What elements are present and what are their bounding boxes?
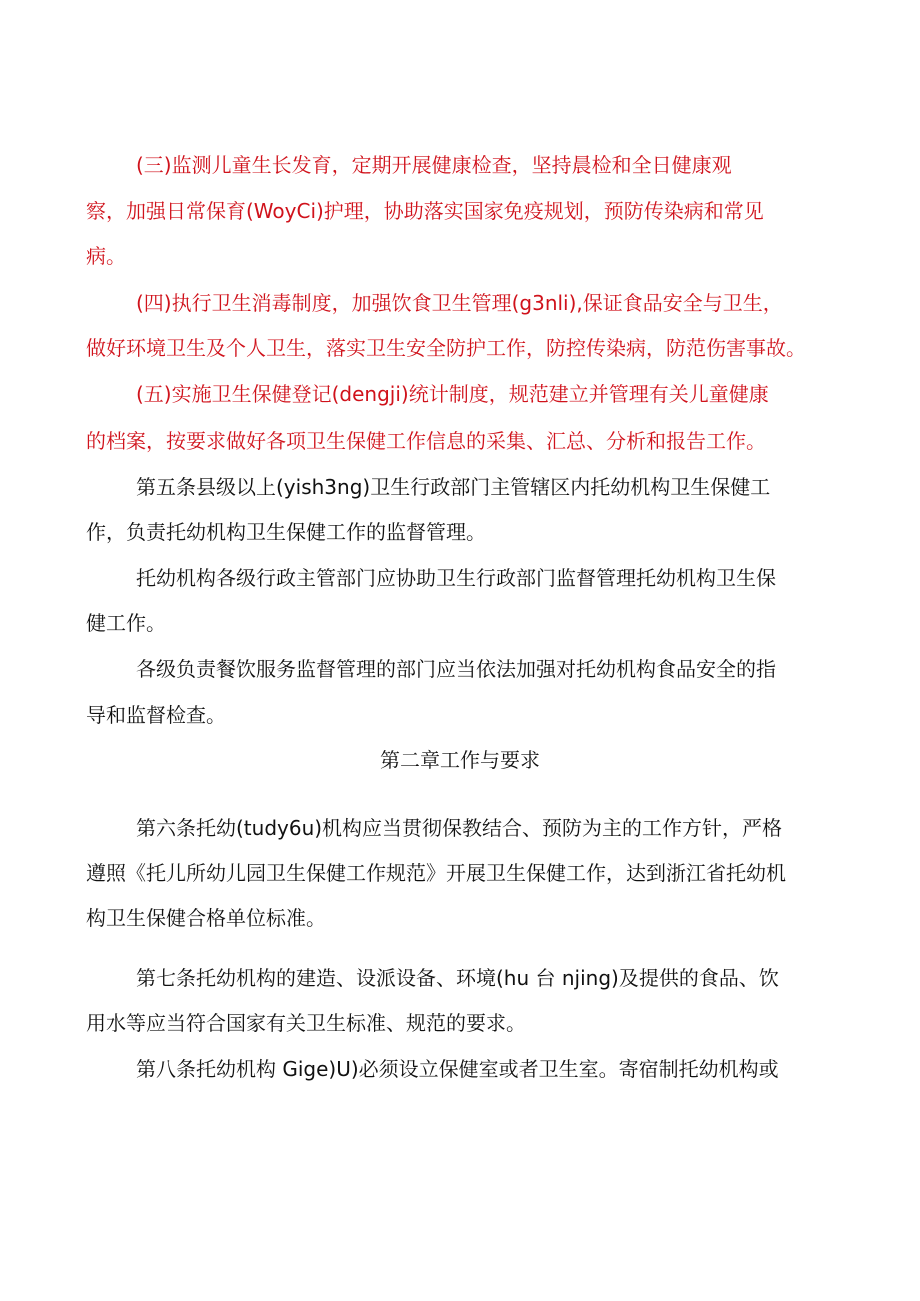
chapter-heading: 第二章工作与要求 (380, 748, 540, 772)
para-5-line-2: 的档案，按要求做好各项卫生保健工作信息的采集、汇总、分析和报告工作。 (86, 429, 766, 453)
article-5c-line-2: 导和监督检查。 (86, 703, 226, 727)
article-5b-line-1: 托幼机构各级行政主管部门应协助卫生行政部门监督管理托幼机构卫生保 (136, 566, 776, 590)
article-6-line-2: 遵照《托儿所幼儿园卫生保健工作规范》开展卫生保健工作，达到浙江省托幼机 (86, 861, 786, 885)
article-6-line-3: 构卫生保健合格单位标准。 (86, 906, 326, 930)
article-5b-line-2: 健工作。 (86, 611, 166, 635)
article-8-line-1: 第八条托幼机构 Gige)U)必须设立保健室或者卫生室。寄宿制托幼机构或 (136, 1057, 779, 1081)
article-5-line-1: 第五条县级以上(yish3ng)卫生行政部门主管辖区内托幼机构卫生保健工 (136, 475, 771, 499)
para-4-line-2: 做好环境卫生及个人卫生，落实卫生安全防护工作，防控传染病，防范伤害事故。 (86, 336, 806, 360)
para-3-line-3: 病。 (86, 244, 126, 268)
article-6-line-1: 第六条托幼(tudy6u)机构应当贯彻保教结合、预防为主的工作方针，严格 (136, 816, 783, 840)
article-7-line-2: 用水等应当符合国家有关卫生标准、规范的要求。 (86, 1011, 526, 1035)
para-3-line-1: (三)监测儿童生长发育，定期开展健康检查，坚持晨检和全日健康观 (136, 153, 732, 177)
para-3-line-2: 察，加强日常保育(WoyCi)护理，协助落实国家免疫规划，预防传染病和常见 (86, 199, 764, 223)
article-7-line-1: 第七条托幼机构的建造、设派设备、环境(hu 台 njing)及提供的食品、饮 (136, 966, 779, 990)
article-5c-line-1: 各级负责餐饮服务监督管理的部门应当依法加强对托幼机构食品安全的指 (136, 657, 776, 681)
para-5-line-1: (五)实施卫生保健登记(dengji)统计制度，规范建立并管理有关儿童健康 (136, 382, 769, 406)
para-4-line-1: (四)执行卫生消毒制度，加强饮食卫生管理(g3nli),保证食品安全与卫生， (136, 291, 783, 315)
article-5-line-2: 作，负责托幼机构卫生保健工作的监督管理。 (86, 520, 486, 544)
